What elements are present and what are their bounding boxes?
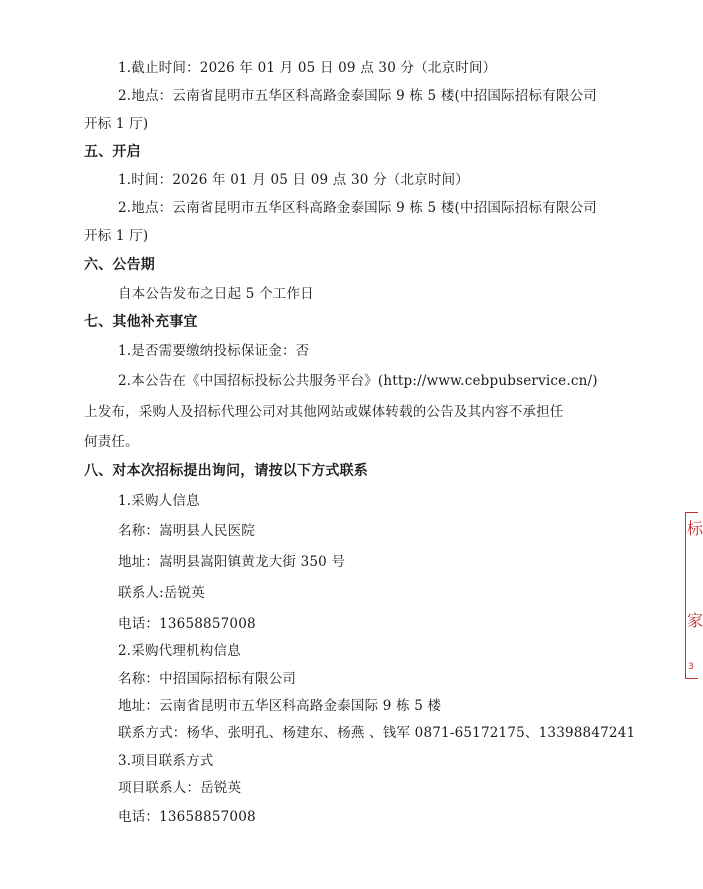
publication-disclaimer: 上发布，采购人及招标代理公司对其他网站或媒体转载的公告及其内容不承担任	[84, 404, 564, 420]
publication-disclaimer-cont: 何责任。	[84, 434, 139, 450]
agency-info-heading: 2.采购代理机构信息	[118, 643, 241, 659]
seal-stamp-edge	[685, 512, 703, 679]
seal-char-2: 家	[687, 611, 703, 630]
project-contact-phone: 电话：13658857008	[118, 809, 256, 825]
deadline-location: 2.地点：云南省昆明市五华区科高路金泰国际 9 栋 5 楼(中招国际招标有限公司	[118, 88, 597, 104]
deadline-time: 1.截止时间：2026 年 01 月 05 日 09 点 30 分（北京时间）	[118, 60, 497, 76]
section-heading-supplementary: 七、其他补充事宜	[84, 314, 198, 330]
purchaser-address: 地址：嵩明县嵩阳镇黄龙大街 350 号	[118, 554, 346, 570]
seal-char-1: 标	[687, 519, 703, 538]
purchaser-info-heading: 1.采购人信息	[118, 493, 200, 509]
deadline-location-cont: 开标 1 厅)	[84, 116, 149, 132]
agency-contacts: 联系方式：杨华、张明孔、杨建东、杨燕 、钱军 0871-65172175、13398847241	[118, 725, 636, 741]
purchaser-contact: 联系人:岳锐英	[118, 585, 205, 601]
seal-digit: 3	[688, 662, 694, 672]
agency-address: 地址：云南省昆明市五华区科高路金泰国际 9 栋 5 楼	[118, 698, 442, 714]
project-contact-person: 项目联系人：岳锐英	[118, 780, 242, 796]
section-heading-opening: 五、开启	[84, 144, 141, 160]
opening-time: 1.时间：2026 年 01 月 05 日 09 点 30 分（北京时间）	[118, 172, 469, 188]
notice-period-text: 自本公告发布之日起 5 个工作日	[118, 286, 314, 302]
deposit-required: 1.是否需要缴纳投标保证金：否	[118, 343, 310, 359]
purchaser-name: 名称：嵩明县人民医院	[118, 523, 255, 539]
agency-name: 名称：中招国际招标有限公司	[118, 671, 297, 687]
project-contact-heading: 3.项目联系方式	[118, 753, 214, 769]
publication-platform: 2.本公告在《中国招标投标公共服务平台》(http://www.cebpubservice.cn/)	[118, 373, 598, 389]
section-heading-notice-period: 六、公告期	[84, 257, 155, 273]
opening-location: 2.地点：云南省昆明市五华区科高路金泰国际 9 栋 5 楼(中招国际招标有限公司	[118, 200, 597, 216]
opening-location-cont: 开标 1 厅)	[84, 228, 149, 244]
purchaser-phone: 电话：13658857008	[118, 616, 256, 632]
section-heading-contact: 八、对本次招标提出询问，请按以下方式联系	[84, 463, 368, 479]
